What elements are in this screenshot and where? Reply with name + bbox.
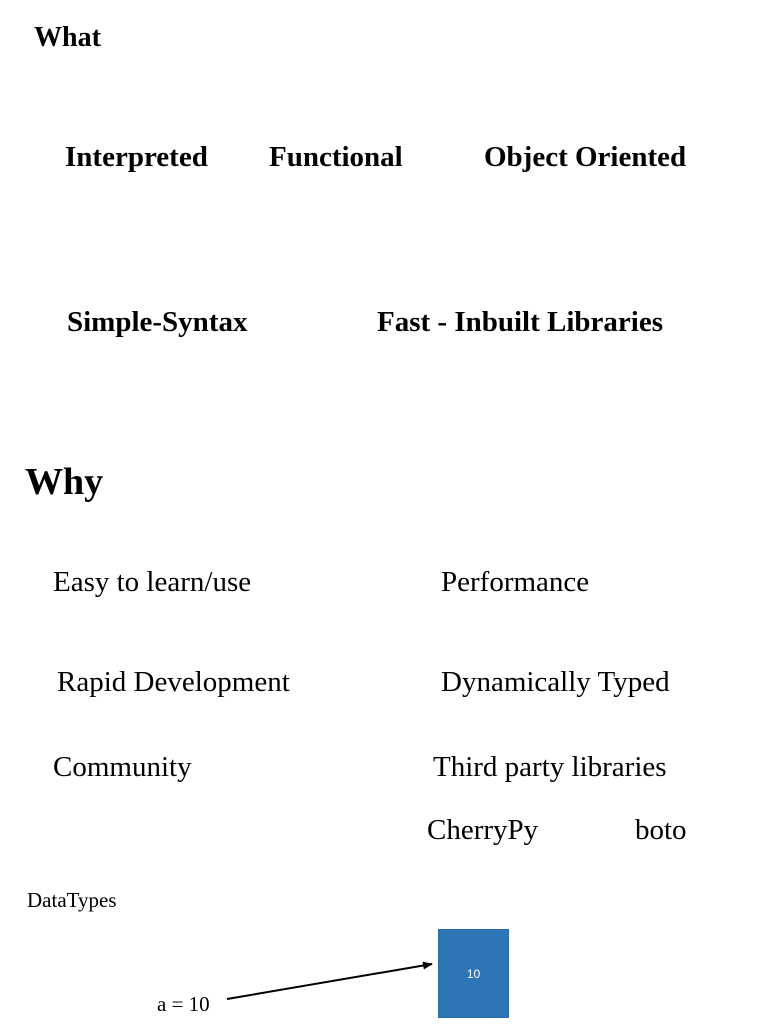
feature-interpreted: Interpreted [65,141,208,173]
assignment-label: a = 10 [157,992,210,1016]
reason-community: Community [53,751,192,783]
memory-object-value: 10 [466,966,481,981]
reason-performance: Performance [441,566,590,598]
reason-easy-to-learn: Easy to learn/use [53,566,252,598]
feature-functional: Functional [269,141,403,173]
reason-dynamically-typed: Dynamically Typed [441,666,670,698]
reason-rapid-development: Rapid Development [57,666,290,698]
what-heading: What [34,22,101,53]
arrow-line [227,964,432,999]
feature-simple-syntax: Simple-Syntax [67,306,248,338]
feature-object-oriented: Object Oriented [484,141,687,173]
library-boto: boto [635,814,687,846]
memory-object-box [438,929,509,1018]
why-heading: Why [25,461,104,503]
library-cherrypy: CherryPy [427,814,539,846]
datatypes-heading: DataTypes [27,888,117,912]
reason-third-party-libraries: Third party libraries [433,751,667,783]
feature-fast-inbuilt-libraries: Fast - Inbuilt Libraries [377,306,663,338]
